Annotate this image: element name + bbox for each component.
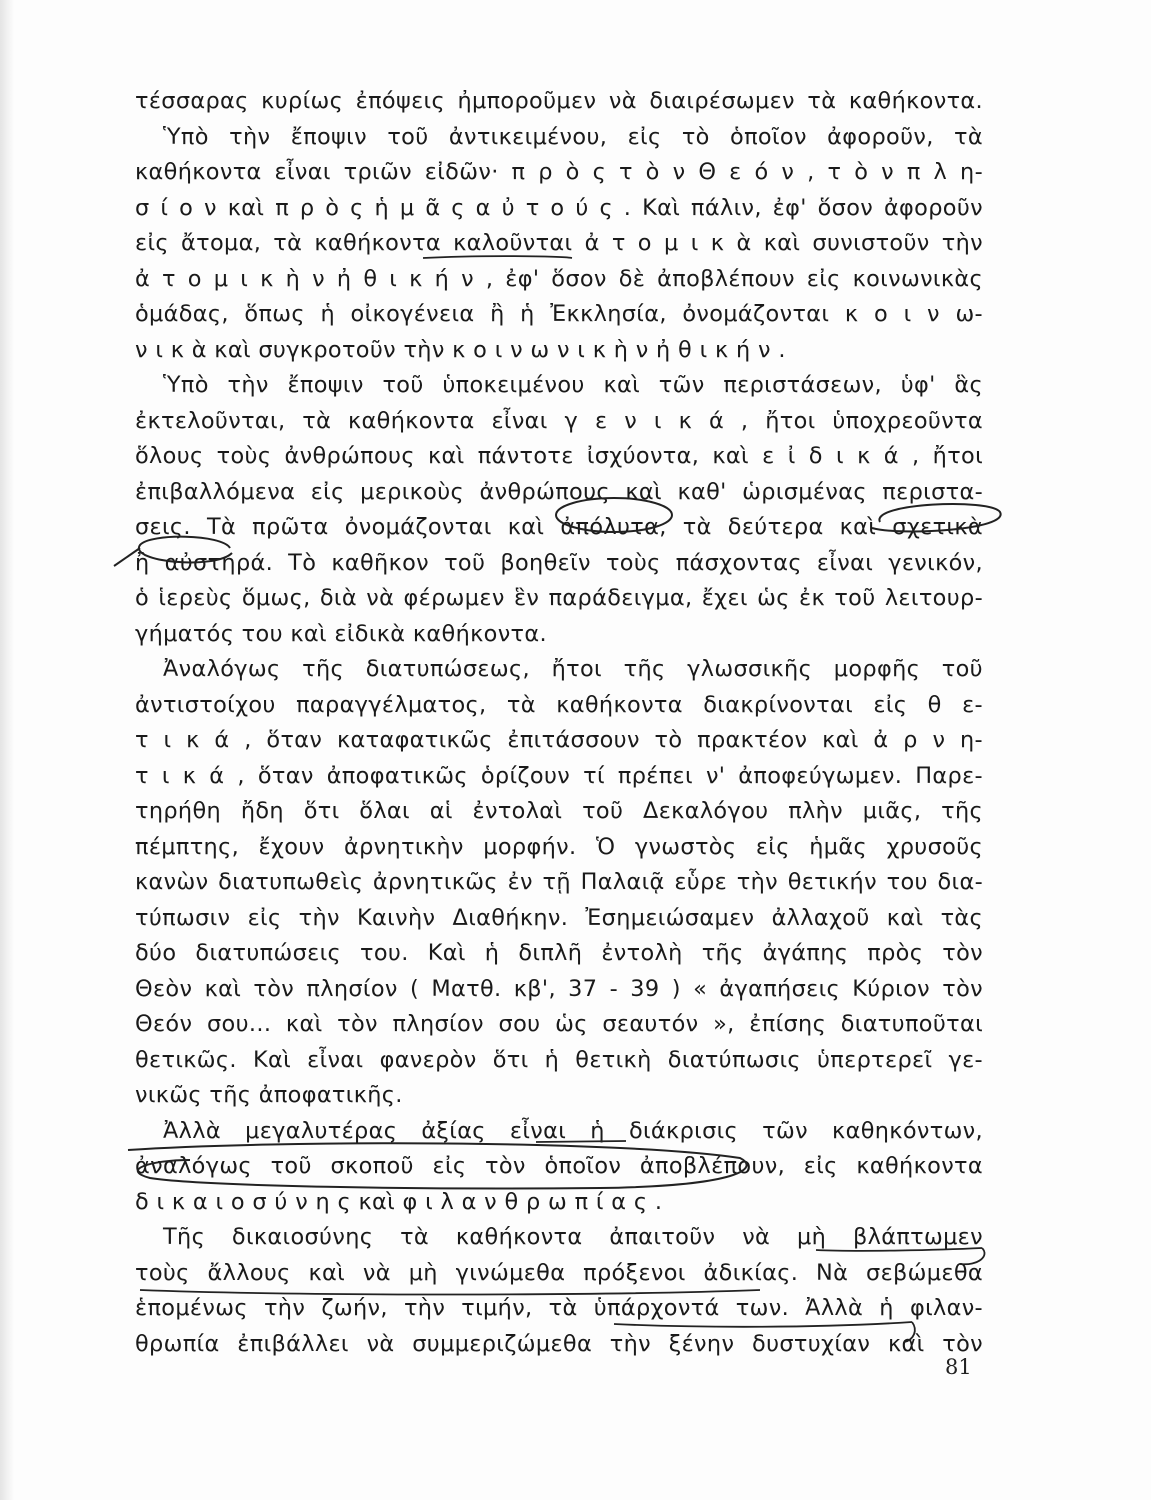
text-line: Θεόν σου... καὶ τὸν πλησίον σου ὡς σεαυτόν », ἐπίσης διατυποῦται	[135, 1011, 983, 1037]
text-line: ὅλους τοὺς ἀνθρώπους καὶ πάντοτε ἰσχύοντα, καὶ ε ἰ δ ι κ ά , ἤτοι	[135, 443, 983, 469]
text-line: δ ι κ α ι ο σ ύ ν η ς καὶ φ ι λ α ν θ ρ ω π ί α ς .	[135, 1188, 663, 1215]
text-line: ἐκτελοῦνται, τὰ καθήκοντα εἶναι γ ε ν ι κ ά , ἤτοι ὑποχρεοῦντα	[135, 407, 983, 434]
text-line: Θεὸν καὶ τὸν πλησίον ( Ματθ. κβ', 37 - 39 ) « ἀγαπήσεις Κύριον τὸν	[135, 975, 983, 1002]
page-edge-shadow	[0, 0, 14, 1500]
page-number: 81	[945, 1355, 972, 1379]
text-line: τ ι κ ά , ὅταν καταφατικῶς ἐπιτάσσουν τὸ πρακτέον καὶ ἀ ρ ν η-	[135, 727, 983, 753]
text-line: ἢ αὐστηρά. Τὸ καθῆκον τοῦ βοηθεῖν τοὺς πάσχοντας εἶναι γενικόν,	[135, 549, 983, 576]
text-line: ἐπιβαλλόμενα εἰς μερικοὺς ἀνθρώπους καὶ καθ' ὡρισμένας περιστα-	[135, 478, 983, 505]
text-line: γήματός του καὶ εἰδικὰ καθήκοντα.	[135, 620, 547, 647]
text-line: Ὑπὸ τὴν ἔποψιν τοῦ ἀντικειμένου, εἰς τὸ ὁποῖον ἀφοροῦν, τὰ	[163, 123, 983, 150]
text-line: κανὼν διατυπωθεὶς ἀρνητικῶς ἐν τῇ Παλαιᾷ εὗρε τὴν θετικήν του δια-	[135, 869, 983, 895]
text-line: τέσσαρας κυρίως ἐπόψεις ἠμποροῦμεν νὰ διαιρέσωμεν τὰ καθήκοντα.	[135, 88, 983, 114]
text-line: τηρήθη ἤδη ὅτι ὅλαι αἱ ἐντολαὶ τοῦ Δεκαλόγου πλὴν μιᾶς, τῆς	[135, 798, 983, 824]
text-line: σεις. Τὰ πρῶτα ὀνομάζονται καὶ ἀπόλυτα, τὰ δεύτερα καὶ σχετικὰ	[135, 514, 983, 540]
text-line: ὁμάδας, ὅπως ἡ οἰκογένεια ἢ ἡ Ἐκκλησία, ὀνομάζονται κ ο ι ν ω-	[135, 301, 983, 327]
body-text	[135, 84, 983, 1362]
text-line: ἀναλόγως τοῦ σκοποῦ εἰς τὸν ὁποῖον ἀποβλέπουν, εἰς καθήκοντα	[135, 1153, 983, 1179]
text-line: καθήκοντα εἶναι τριῶν εἰδῶν· π ρ ὸ ς τ ὸ ν Θ ε ό ν , τ ὸ ν π λ η-	[135, 159, 983, 185]
text-line: ἀντιστοίχου παραγγέλματος, τὰ καθήκοντα διακρίνονται εἰς θ ε-	[135, 691, 983, 718]
text-line: θρωπία ἐπιβάλλει νὰ συμμεριζώμεθα τὴν ξένην δυστυχίαν καὶ τὸν	[135, 1330, 983, 1357]
text-line: τ ι κ ά , ὅταν ἀποφατικῶς ὁρίζουν τί πρέπει ν' ἀποφεύγωμεν. Παρε-	[135, 762, 983, 789]
text-line: Ὑπὸ τὴν ἔποψιν τοῦ ὑποκειμένου καὶ τῶν περιστάσεων, ὑφ' ἃς	[163, 372, 983, 398]
text-line: ἀ τ ο μ ι κ ὴ ν ἠ θ ι κ ή ν , ἐφ' ὅσον δὲ ἀποβλέπουν εἰς κοινωνικὰς	[135, 265, 983, 292]
text-line: θετικῶς. Καὶ εἶναι φανερὸν ὅτι ἡ θετικὴ διατύπωσις ὑπερτερεῖ γε-	[135, 1046, 983, 1073]
text-line: Ἀναλόγως τῆς διατυπώσεως, ἤτοι τῆς γλωσσικῆς μορφῆς τοῦ	[163, 656, 983, 682]
text-line: πέμπτης, ἔχουν ἀρνητικὴν μορφήν. Ὁ γνωστὸς εἰς ἡμᾶς χρυσοῦς	[135, 833, 983, 860]
text-line: ν ι κ ὰ καὶ συγκροτοῦν τὴν κ ο ι ν ω ν ι κ ὴ ν ἠ θ ι κ ή ν .	[135, 336, 786, 363]
text-line: νικῶς τῆς ἀποφατικῆς.	[135, 1082, 403, 1108]
text-line: εἰς ἄτομα, τὰ καθήκοντα καλοῦνται ἀ τ ο μ ι κ ὰ καὶ συνιστοῦν τὴν	[135, 230, 983, 256]
text-line: Τῆς δικαιοσύνης τὰ καθήκοντα ἀπαιτοῦν νὰ μὴ βλάπτωμεν	[163, 1224, 983, 1250]
text-line: ὁ ἱερεὺς ὅμως, διὰ νὰ φέρωμεν ἓν παράδειγμα, ἔχει ὡς ἐκ τοῦ λειτουρ-	[135, 585, 983, 611]
text-line: τύπωσιν εἰς τὴν Καινὴν Διαθήκην. Ἐσημειώσαμεν ἀλλαχοῦ καὶ τὰς	[135, 904, 983, 931]
text-line: ἑπομένως τὴν ζωήν, τὴν τιμήν, τὰ ὑπάρχοντά των. Ἀλλὰ ἡ φιλαν-	[135, 1295, 983, 1321]
text-line: σ ί ο ν καὶ π ρ ὸ ς ἡ μ ᾶ ς α ὐ τ ο ύ ς . Καὶ πάλιν, ἐφ' ὅσον ἀφοροῦν	[135, 194, 983, 221]
text-line: τοὺς ἄλλους καὶ νὰ μὴ γινώμεθα πρόξενοι ἀδικίας. Νὰ σεβώμεθα	[135, 1259, 983, 1286]
text-line: δύο διατυπώσεις του. Καὶ ἡ διπλῆ ἐντολὴ τῆς ἀγάπης πρὸς τὸν	[135, 940, 983, 966]
text-line: Ἀλλὰ μεγαλυτέρας ἀξίας εἶναι ἡ διάκρισις τῶν καθηκόντων,	[163, 1117, 983, 1144]
